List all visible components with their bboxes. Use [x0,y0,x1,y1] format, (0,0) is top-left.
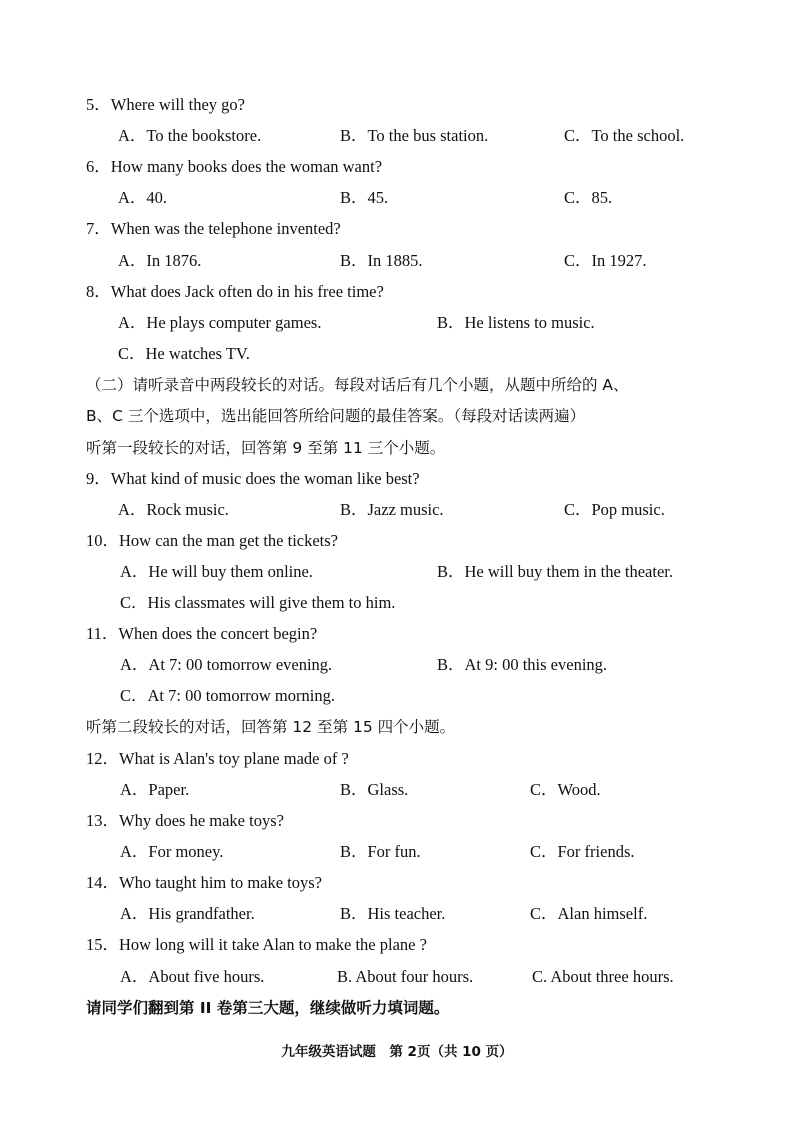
option-14b: B．His teacher. [340,904,446,923]
question-11: 11．When does the concert begin? [86,624,318,643]
option-6a: A．40. [118,188,168,207]
page-footer: 九年级英语试题 第 2页（共 10 页） [281,1044,513,1060]
option-13b: B．For fun. [340,842,421,861]
question-14: 14．Who taught him to make toys? [86,873,323,892]
option-15b: B. About four hours. [337,967,474,986]
option-11a: A．At 7: 00 tomorrow evening. [120,655,333,674]
option-7c: C．In 1927. [564,251,647,270]
option-15c: C. About three hours. [532,967,674,986]
option-9c: C．Pop music. [564,500,665,519]
option-12b: B．Glass. [340,780,409,799]
section-2-instruction-line1: （二）请听录音中两段较长的对话。每段对话后有几个小题，从题中所给的 A、 [86,376,629,394]
option-11b: B．At 9: 00 this evening. [437,655,608,674]
question-7: 7．When was the telephone invented? [86,219,341,238]
dialog-2-instruction: 听第二段较长的对话，回答第 12 至第 15 四个小题。 [86,718,456,736]
option-5c: C．To the school. [564,126,685,145]
option-8b: B．He listens to music. [437,313,595,332]
option-10c: C．His classmates will give them to him. [120,593,396,612]
dialog-1-instruction: 听第一段较长的对话，回答第 9 至第 11 三个小题。 [86,439,446,457]
option-5a: A．To the bookstore. [118,126,262,145]
option-7a: A．In 1876. [118,251,202,270]
option-15a: A．About five hours. [120,967,265,986]
option-5b: B．To the bus station. [340,126,489,145]
question-13: 13．Why does he make toys? [86,811,284,830]
option-9a: A．Rock music. [118,500,229,519]
option-7b: B．In 1885. [340,251,423,270]
question-5: 5．Where will they go? [86,95,245,114]
question-10: 10．How can the man get the tickets? [86,531,339,550]
option-11c: C．At 7: 00 tomorrow morning. [120,686,335,705]
option-13c: C．For friends. [530,842,635,861]
option-8c: C．He watches TV. [118,344,250,363]
section-2-instruction-line2: B、C 三个选项中，选出能回答所给问题的最佳答案。（每段对话读两遍） [86,407,586,425]
option-6b: B．45. [340,188,389,207]
option-13a: A．For money. [120,842,224,861]
question-9: 9．What kind of music does the woman like best? [86,469,420,488]
option-14c: C．Alan himself. [530,904,648,923]
question-6: 6．How many books does the woman want? [86,157,383,176]
option-12c: C．Wood. [530,780,601,799]
option-10a: A．He will buy them online. [120,562,313,581]
question-15: 15．How long will it take Alan to make the plane ? [86,935,427,954]
option-14a: A．His grandfather. [120,904,255,923]
option-12a: A．Paper. [120,780,190,799]
option-10b: B．He will buy them in the theater. [437,562,673,581]
question-8: 8．What does Jack often do in his free time? [86,282,384,301]
question-12: 12．What is Alan's toy plane made of ? [86,749,349,768]
option-6c: C．85. [564,188,613,207]
option-9b: B．Jazz music. [340,500,444,519]
turn-page-instruction: 请同学们翻到第 II 卷第三大题，继续做听力填词题。 [86,999,450,1017]
option-8a: A．He plays computer games. [118,313,322,332]
